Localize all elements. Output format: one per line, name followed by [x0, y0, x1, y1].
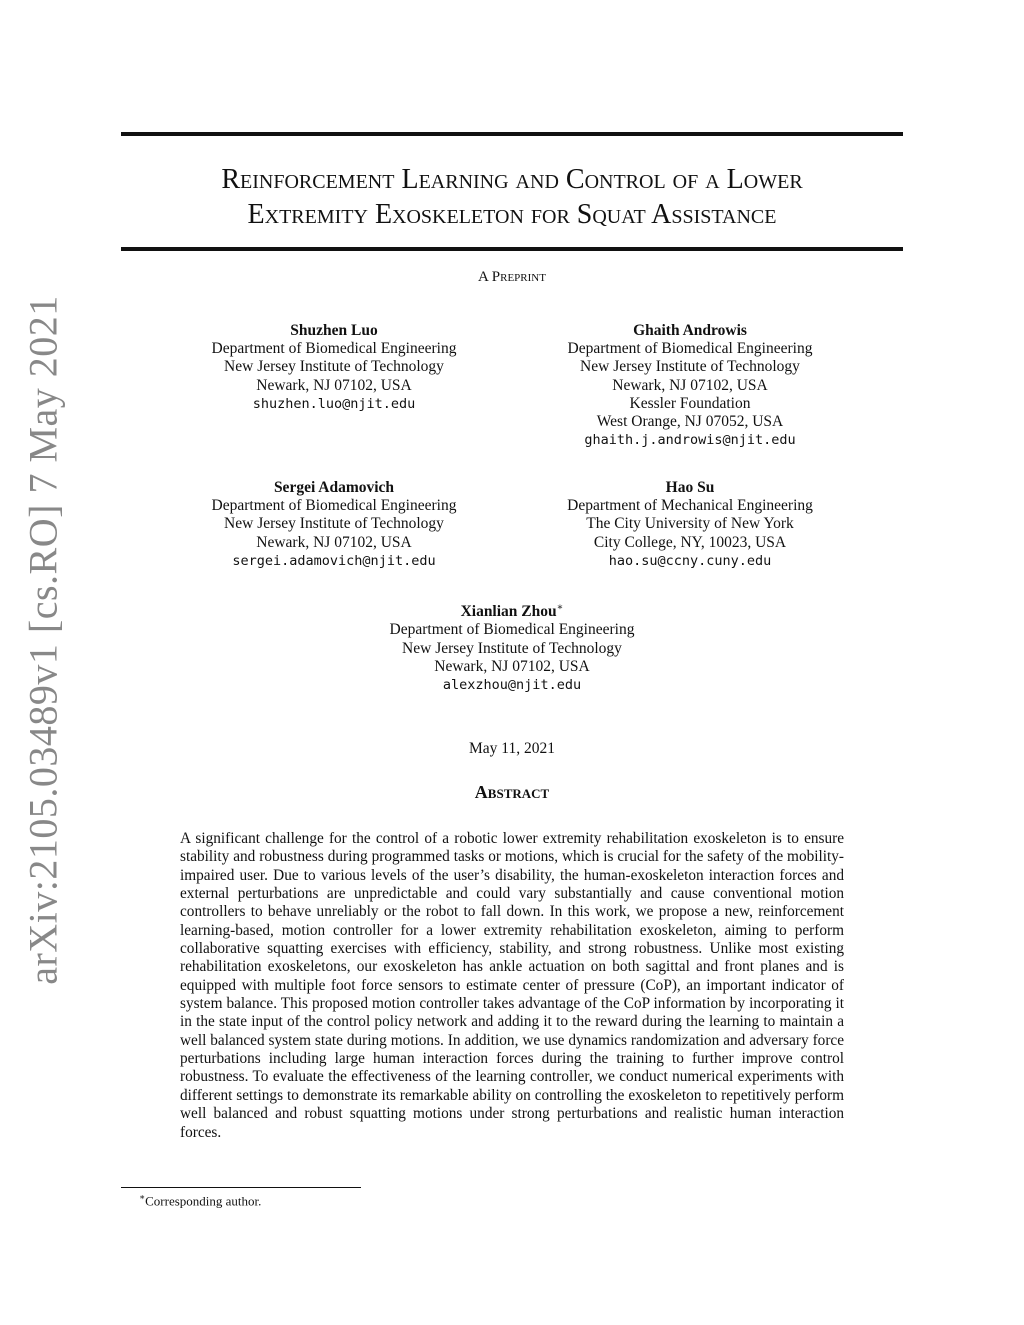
- author-affiliation: Department of Biomedical Engineering: [211, 497, 457, 515]
- preprint-label: A Preprint: [478, 269, 546, 285]
- abstract-heading: Abstract: [474, 782, 550, 802]
- author-name: [352, 599, 672, 621]
- author-affiliation: Newark, NJ 07102, USA: [612, 376, 768, 394]
- footnote: [139, 1192, 261, 1209]
- author-name-text: Xianlian Zhou: [460, 603, 557, 621]
- author-affiliation: New Jersey Institute of Technology: [224, 515, 444, 533]
- author-block: [174, 322, 494, 413]
- author-affiliation: Kessler Foundation: [629, 394, 751, 412]
- author-affiliation: New Jersey Institute of Technology: [402, 639, 622, 657]
- author-email[interactable]: ghaith.j.androwis@njit.edu: [584, 432, 796, 449]
- author-email[interactable]: hao.su@ccny.cuny.edu: [608, 552, 772, 569]
- title-rule-top: [121, 132, 903, 136]
- author-affiliation: City College, NY, 10023, USA: [593, 533, 787, 551]
- author-block: [174, 479, 494, 570]
- author-email[interactable]: shuzhen.luo@njit.edu: [252, 395, 416, 412]
- author-email[interactable]: alexzhou@njit.edu: [442, 676, 582, 693]
- author-block: [530, 322, 850, 449]
- author-affiliation: Newark, NJ 07102, USA: [256, 376, 412, 394]
- author-affiliation: The City University of New York: [586, 515, 794, 533]
- paper-date: May 11, 2021: [469, 740, 555, 757]
- author-name: Hao Su: [665, 479, 715, 496]
- author-affiliation: Newark, NJ 07102, USA: [256, 533, 412, 551]
- title-rule-bottom: [121, 247, 903, 251]
- author-name: Ghaith Androwis: [633, 322, 747, 339]
- title-line-2: Extremity Exoskeleton for Squat Assistance: [247, 199, 777, 230]
- author-name: Shuzhen Luo: [290, 322, 378, 339]
- author-affiliation: West Orange, NJ 07052, USA: [596, 413, 784, 431]
- arxiv-identifier-stamp: arXiv:2105.03489v1 [cs.RO] 7 May 2021: [20, 295, 66, 985]
- author-email[interactable]: sergei.adamovich@njit.edu: [232, 552, 436, 569]
- author-block: [530, 479, 850, 570]
- author-name: Sergei Adamovich: [273, 479, 395, 496]
- author-affiliation: Department of Mechanical Engineering: [567, 497, 813, 515]
- author-block: [352, 599, 672, 694]
- author-affiliation: New Jersey Institute of Technology: [224, 358, 444, 376]
- author-affiliation: Newark, NJ 07102, USA: [434, 657, 590, 675]
- author-affiliation: Department of Biomedical Engineering: [389, 621, 635, 639]
- footnote-rule: [121, 1187, 361, 1188]
- footnote-mark: ∗: [139, 1192, 146, 1202]
- abstract-text: A significant challenge for the control of a robotic lower extremity rehabilitation exoskeleton is to ensure stability and robustness during programmed tasks or motions, which is crucial for the safety of the mobility-impaired user. Due to various levels of the user’s disability, the human-exoskeleton interaction forces and external perturbations are unpredictable and could vary substantially and cause conventional motion controllers to behave unreliably or the robot to fall down. In this work, we propose a new, reinforcement learning-based, motion controller for a lower extremity rehabilitation exoskeleton, aiming to perform collaborative squatting exercises with efficiency, stability, and strong robustness. Unlike most existing rehabilitation exoskeletons, our exoskeleton has ankle actuation on both sagittal and front planes and is equipped with multiple foot force sensors to estimate center of pressure (CoP), an important indicator of system balance. This proposed motion controller takes advantage of the CoP information by incorporating it in the state input of the control policy network and adding it to the reward during the learning to maintain a well balanced system state during motions. In addition, we use dynamics randomization and adversary force perturbations including large human interaction forces during the training to further improve control robustness. To evaluate the effectiveness of the learning controller, we conduct numerical experiments with different settings to demonstrate its remarkable ability on controlling the exoskeleton to repetitively perform well balanced and robust squatting motions under strong perturbations and realistic human interaction forces.: [180, 830, 844, 1141]
- paper-title: [121, 162, 903, 232]
- title-line-1: Reinforcement Learning and Control of a Lower: [221, 164, 803, 195]
- author-affiliation: Department of Biomedical Engineering: [567, 340, 813, 358]
- corresponding-author-mark: ∗: [556, 602, 564, 613]
- footnote-text: Corresponding author.: [145, 1193, 262, 1209]
- author-affiliation: New Jersey Institute of Technology: [580, 358, 800, 376]
- author-affiliation: Department of Biomedical Engineering: [211, 340, 457, 358]
